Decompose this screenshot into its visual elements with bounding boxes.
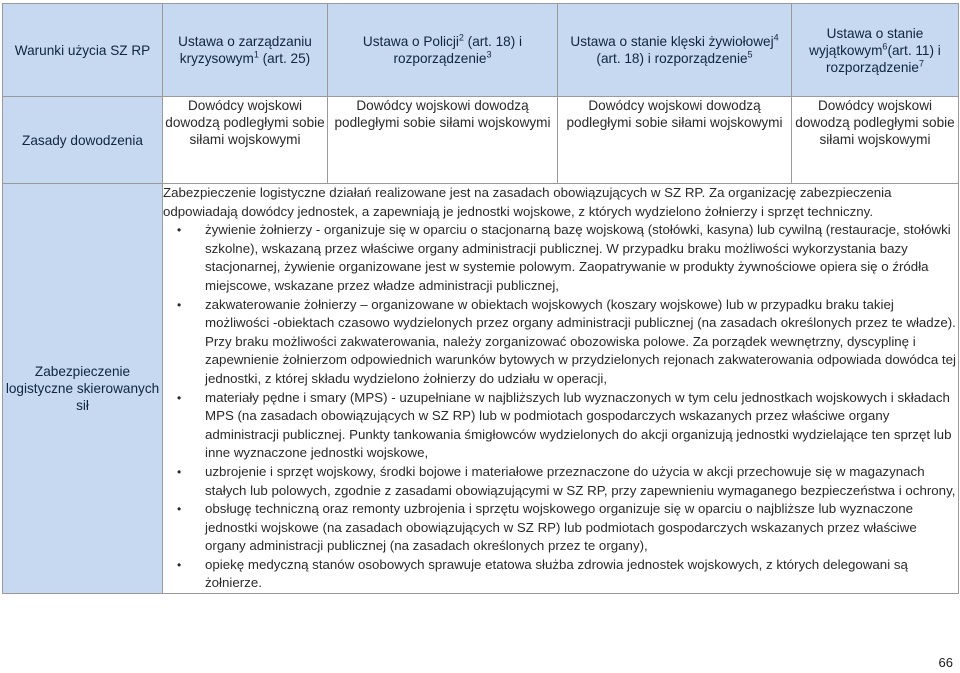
bullet-icon: • xyxy=(177,502,182,517)
header-row xyxy=(3,4,959,97)
command-natural-disaster: Dowódcy wojskowi dowodzą podległymi sobie siłami wojskowymi xyxy=(558,97,792,184)
list-item: • zakwaterowanie żołnierzy – organizowane w obiektach wojskowych (koszary wojskowe) lub w przypadku braku takiej możliwości -obiektach czasowo wydzielonych przez organy administracji publicznej (na zasadach określonych przez te władze). Przy braku możliwości zakwaterowania, należy zorganizować obozowiska polowe. Za porządek wewnętrzny, dyscyplinę i zapewnienie żołnierzom odpowiednich warunków bytowych w przydzielonych rejonach zakwaterowania odpowiada dowódca tej jednostki, z której składu wydzielono żołnierzy do udziału w operacji, xyxy=(177,296,956,386)
bullet-icon: • xyxy=(177,390,182,405)
command-state-of-emergency: Dowódcy wojskowi dowodzą podległymi sobie siłami wojskowymi xyxy=(792,97,959,184)
bullet-icon: • xyxy=(177,557,182,572)
logistics-list xyxy=(163,221,958,593)
header-police-act: Ustawa o Policji$^2$ (art. 18) i rozporządzenie$^3$ xyxy=(328,4,558,97)
list-item: • materiały pędne i smary (MPS) - uzupełniane w najbliższych lub wyznaczonych w tym celu jednostkach wojskowych i składach MPS (na zasadach obowiązujących w SZ RP) lub w podmiotach gospodarczych wskazanych przez właściwe organy administracji publicznej. Punkty tankowania śmigłowców wydzielonych do akcji organizują jednostki wydzielające ten sprzęt lub inne wyznaczone jednostki wojskowe, xyxy=(177,389,952,461)
header-natural-disaster-act: Ustawa o stanie klęski żywiołowej$^4$ (art. 18) i rozporządzenie$^5$ xyxy=(558,4,792,97)
list-item: • uzbrojenie i sprzęt wojskowy, środki bojowe i materiałowe przeznaczone do użycia w akcji przechowuje się w magazynach stałych lub polowych, zgodnie z zasadami obowiązującymi w SZ RP, przy zapewnieniu wymaganego bezpieczeństwa i ochrony, xyxy=(177,463,956,498)
header-state-of-emergency-act: Ustawa o stanie wyjątkowym$^6$(art. 11) i rozporządzenie$^7$ xyxy=(792,4,959,97)
header-conditions: Warunki użycia SZ RP xyxy=(3,4,163,97)
command-police: Dowódcy wojskowi dowodzą podległymi sobie siłami wojskowymi xyxy=(328,97,558,184)
bullet-icon: • xyxy=(177,297,182,312)
logistics-intro: Zabezpieczenie logistyczne działań realizowane jest na zasadach obowiązujących w SZ RP. Za organizację zabezpieczenia odpowiadają dowódcy jednostek, a zapewniają je jednostki wojskowe, z których wydzielono żołnierzy i sprzęt techniczny. xyxy=(163,185,892,219)
row-label-command: Zasady dowodzenia xyxy=(3,97,163,184)
command-row xyxy=(3,97,959,184)
logistics-row xyxy=(3,184,959,594)
row-label-logistics: Zabezpieczenie logistyczne skierowanych sił xyxy=(3,184,163,594)
page-number: 66 xyxy=(938,655,953,670)
list-item: • obsługę techniczną oraz remonty uzbrojenia i sprzętu wojskowego organizuje się w oparciu o najbliższe lub wyznaczone jednostki wojskowe (na zasadach obowiązujących w SZ RP) lub podmiotach gospodarczych wskazanych przez właściwe organy administracji publicznej (na zasadach określonych przez te organy), xyxy=(177,501,917,554)
list-item: • żywienie żołnierzy - organizuje się w oparciu o stacjonarną bazę wojskową (stołówki, kasyna) lub cywilną (restauracje, stołówki szkolne), wskazaną przez właściwe organy administracji publicznej. W przypadku braku możliwości wykorzystania bazy stacjonarnej, żywienie organizowane jest w systemie polowym. Zaopatrywanie w produkty żywnościowe opiera się o źródła miejscowe, wskazane przez władze administracji publicznej, xyxy=(177,222,951,293)
bullet-icon: • xyxy=(177,464,182,479)
header-crisis-management-act: Ustawa o zarządzaniu kryzysowym$^1$ (art. 25) xyxy=(163,4,328,97)
list-item: • opiekę medyczną stanów osobowych sprawuje etatowa służba zdrowia jednostek wojskowych, z których delegowani są żołnierze. xyxy=(177,556,908,591)
bullet-icon: • xyxy=(177,223,182,238)
logistics-body xyxy=(163,184,959,594)
command-crisis-management: Dowódcy wojskowi dowodzą podległymi sobie siłami wojskowymi xyxy=(163,97,328,184)
conditions-table xyxy=(2,3,959,594)
